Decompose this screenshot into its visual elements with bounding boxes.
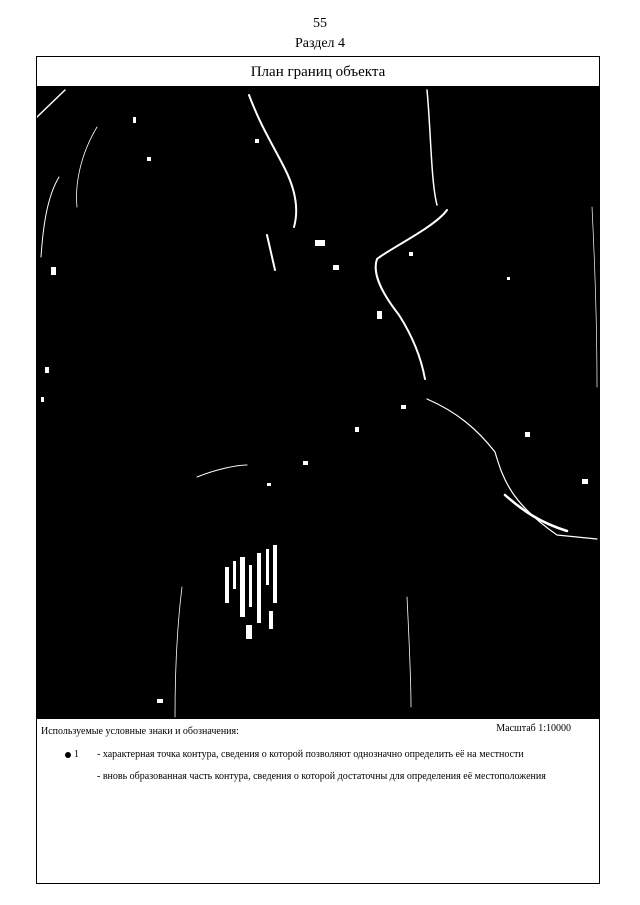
map-spot [525,432,530,437]
map-spot [267,483,271,486]
map-field-strip [249,565,252,607]
map-spot [51,267,56,275]
legend-item-text: - вновь образованная часть контура, сведения о которой достаточны для определения её местоположения [97,771,546,782]
plan-frame [36,56,600,884]
map-field-strip [266,549,269,585]
legend-symbol-contour [63,770,97,783]
map-field-strip [240,557,245,617]
map-field-strip [233,561,236,589]
map-background [37,87,599,719]
legend-title: Используемые условные знаки и обозначения: [41,726,239,737]
map-field-strip [269,611,273,629]
map-imagery [37,87,599,719]
map-spot [401,405,406,409]
page-number: 55 [313,16,327,31]
map-spot [315,240,325,246]
map-field-strip [273,545,277,603]
map-spot [377,311,382,319]
section-title: Раздел 4 [294,36,346,51]
legend-point-number: 1 [74,749,79,760]
map-spot [147,157,151,161]
map-field-strip [257,553,261,623]
satellite-map [37,87,599,719]
map-spot [41,397,44,402]
plan-title: План границ объекта [37,57,599,87]
map-field-strip [246,625,252,639]
map-spot [303,461,308,465]
point-dot-icon [65,752,71,758]
map-spot [157,699,163,703]
map-spot [133,117,136,123]
map-spot [409,252,413,256]
map-spot [255,139,259,143]
map-spot [355,427,359,432]
map-scale: Масштаб 1:10000 [496,723,571,734]
map-spot [45,367,49,373]
legend-symbol-point [63,748,97,761]
map-field-strip [225,567,229,603]
legend-item-text: - характерная точка контура, сведения о которой позволяют однозначно определить её на местности [97,749,524,760]
map-spot [507,277,510,280]
map-spot [582,479,588,484]
map-spot [333,265,339,270]
